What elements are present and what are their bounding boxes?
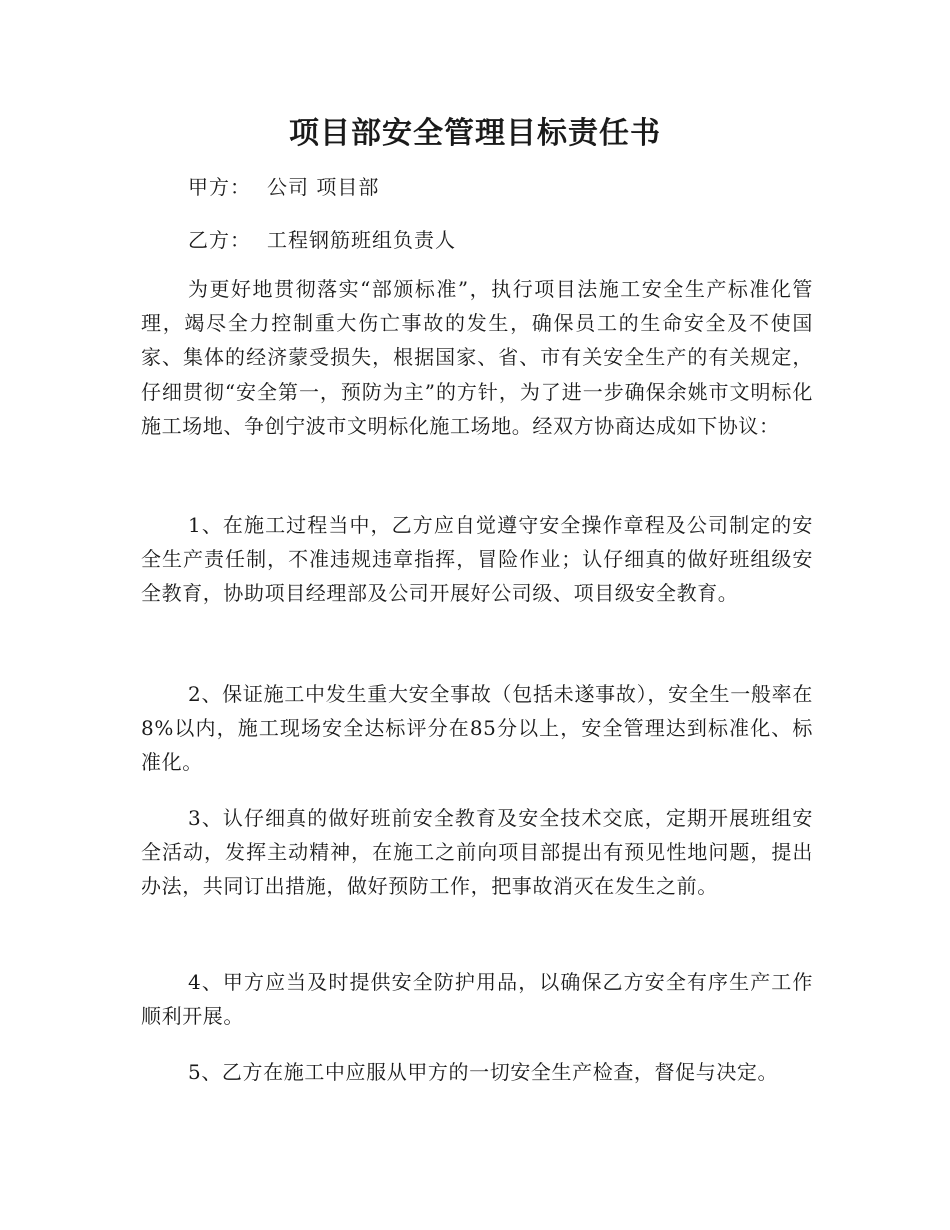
clause-3: 3、认仔细真的做好班前安全教育及安全技术交底，定期开展班组安全活动，发挥主动精神，在施工之前向项目部提出有预见性地问题，提出办法，共同订出措施，做好预防工作，把事故消灭在发生之前。	[141, 806, 813, 899]
party-a-label: 甲方：	[188, 175, 251, 199]
party-b-line	[188, 224, 456, 253]
clause-4: 4、甲方应当及时提供安全防护用品，以确保乙方安全有序生产工作顺利开展。	[141, 970, 813, 1029]
party-a-value: 公司 项目部	[267, 175, 380, 199]
intro-paragraph: 为更好地贯彻落实“部颁标准”，执行项目法施工安全生产标准化管理，竭尽全力控制重大伤亡事故的发生，确保员工的生命安全及不使国家、集体的经济蒙受损失，根据国家、省、市有关安全生产的有关规定，仔细贯彻“安全第一，预防为主”的方针，为了进一步确保余姚市文明标化施工场地、争创宁波市文明标化施工场地。经双方协商达成如下协议：	[141, 277, 813, 438]
clause-1: 1、在施工过程当中，乙方应自觉遵守安全操作章程及公司制定的安全生产责任制，不准违规违章指挥，冒险作业；认仔细真的做好班组级安全教育，协助项目经理部及公司开展好公司级、项目级安全教育。	[141, 513, 813, 606]
clause-5: 5、乙方在施工中应服从甲方的一切安全生产检查，督促与决定。	[188, 1060, 779, 1084]
document-title: 项目部安全管理目标责任书	[289, 116, 661, 151]
party-a-line	[188, 171, 379, 200]
clause-2: 2、保证施工中发生重大安全事故（包括未遂事故），安全生一般率在8%以内，施工现场安全达标评分在85分以上，安全管理达到标准化、标准化。	[141, 682, 813, 775]
party-b-value: 工程钢筋班组负责人	[267, 228, 456, 252]
party-b-label: 乙方：	[188, 228, 251, 252]
